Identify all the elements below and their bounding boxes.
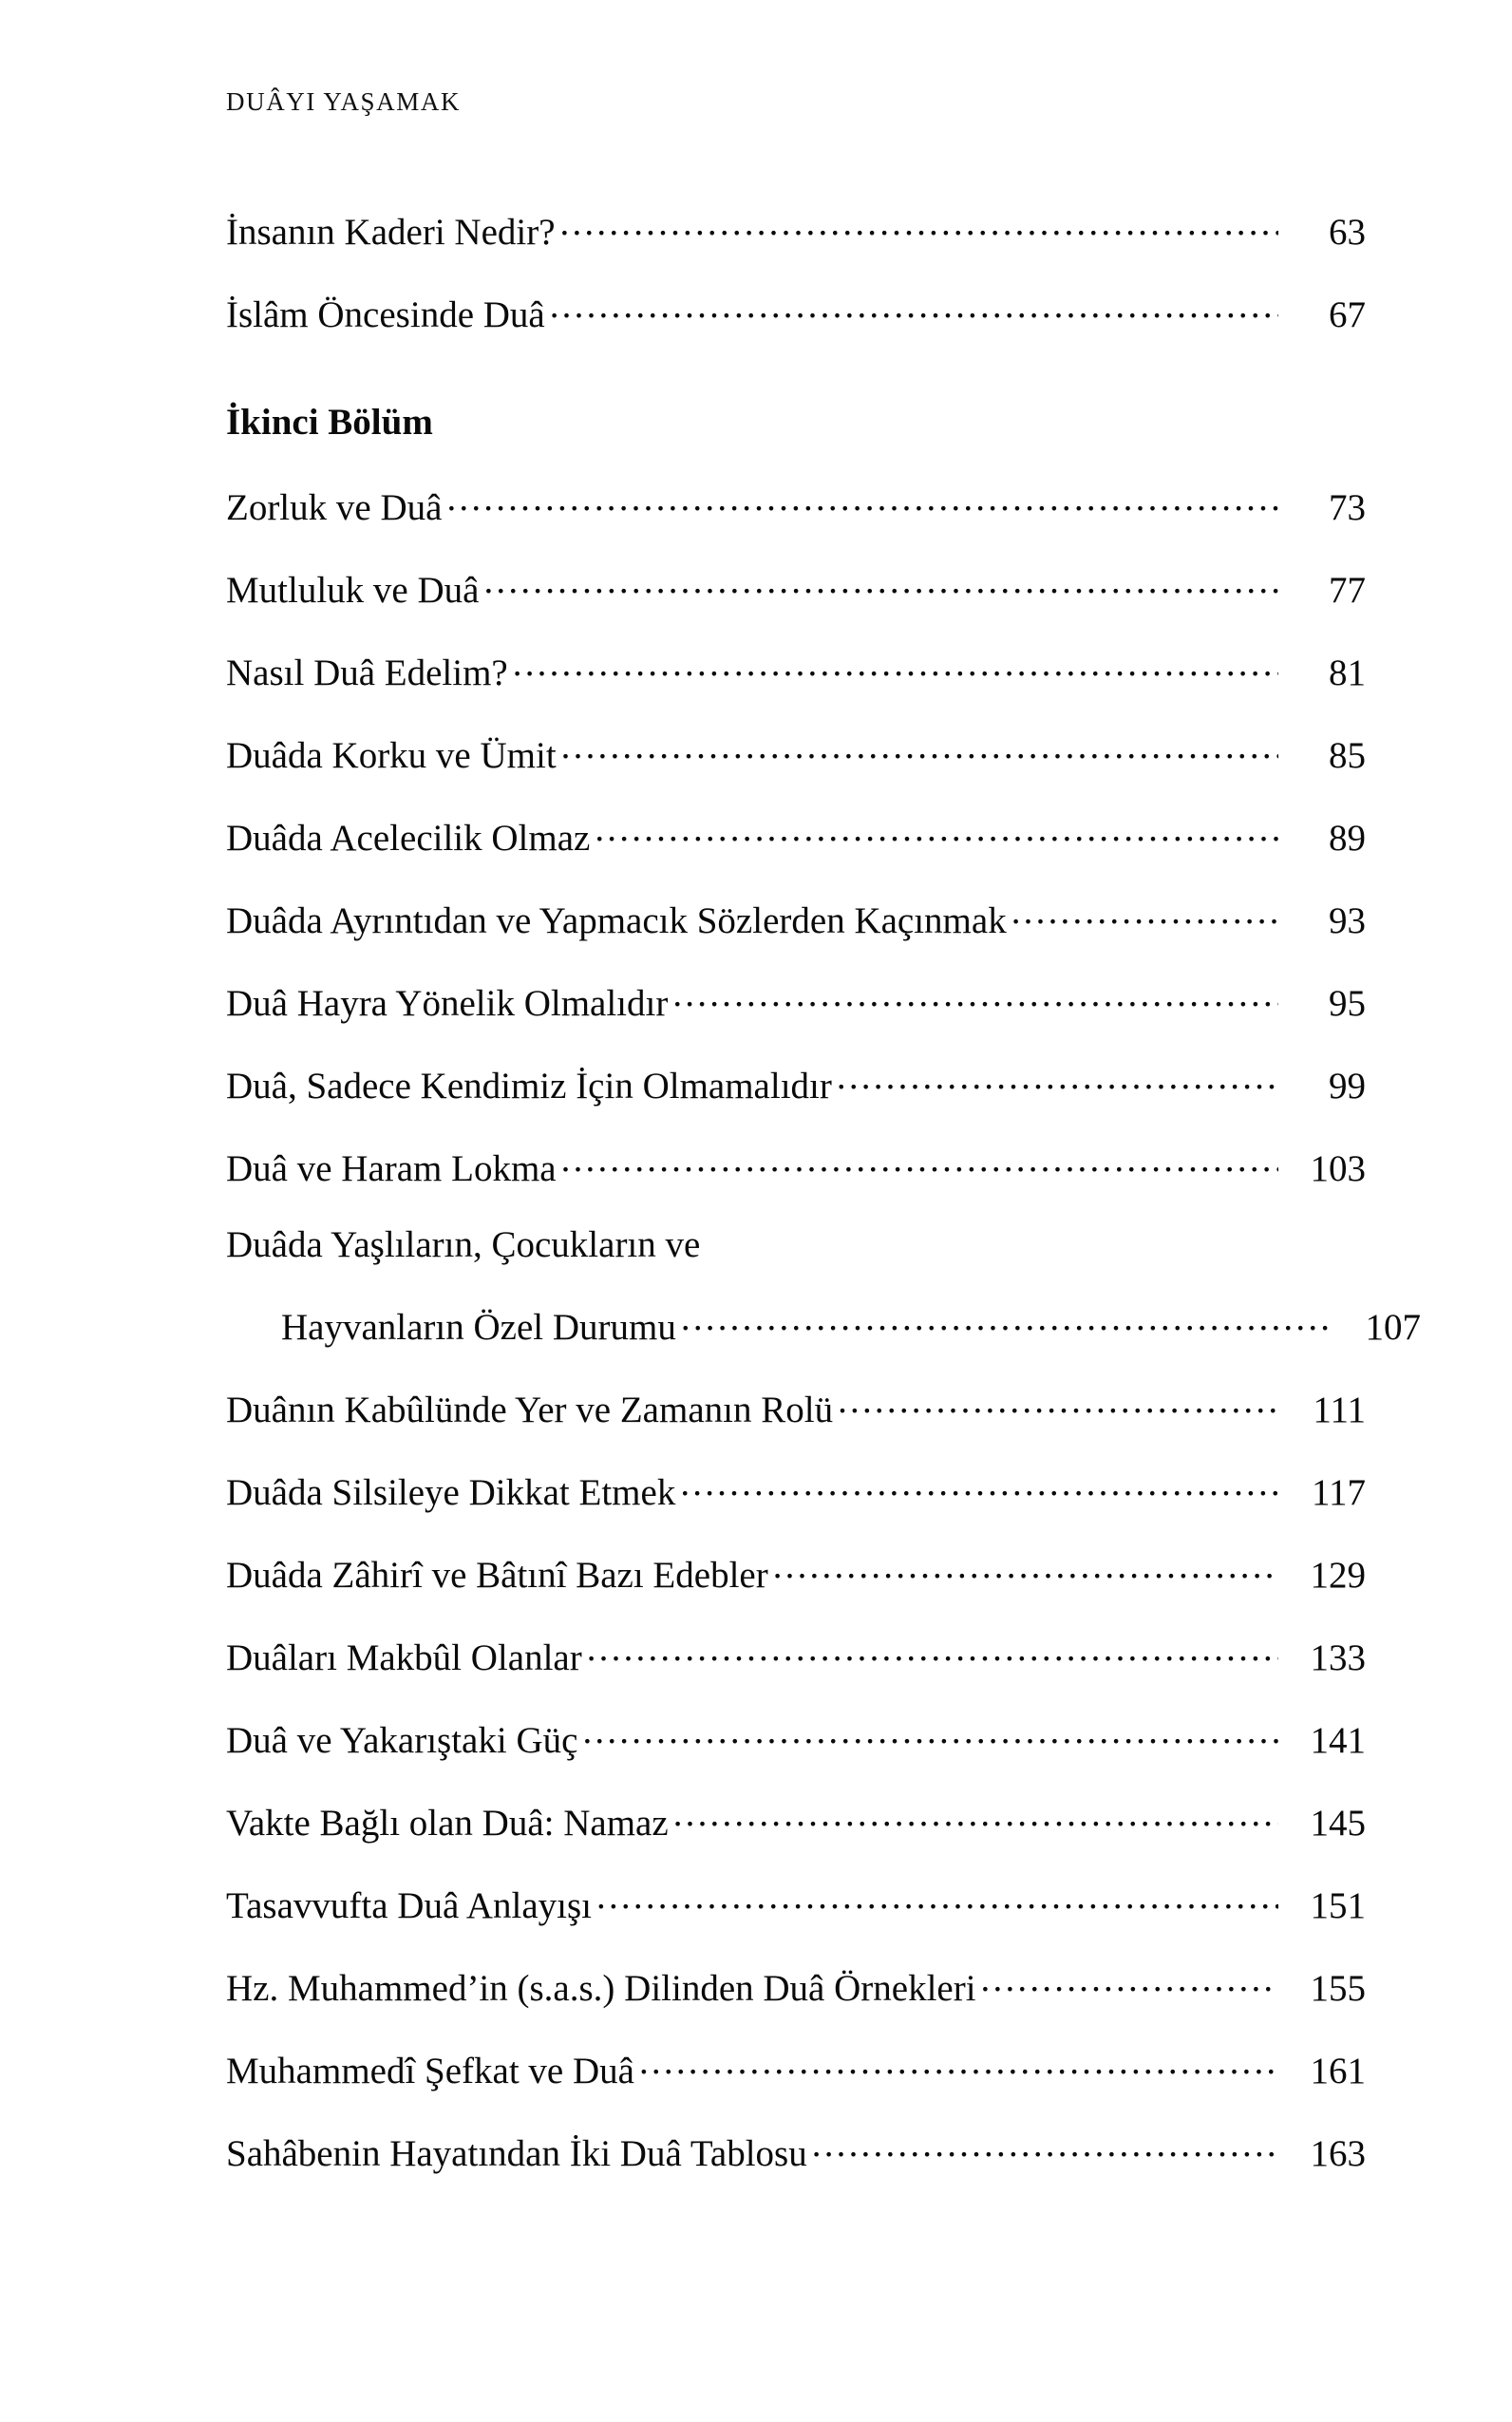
toc-entry-page-number: 111	[1313, 1390, 1366, 1430]
toc-dot-leader	[561, 730, 1278, 767]
table-of-contents	[226, 207, 1421, 2211]
toc-entry-title-line: Duâda Yaşlıların, Çocukların ve	[226, 1224, 701, 1265]
toc-dot-leader	[513, 648, 1278, 685]
toc-dot-leader	[981, 1963, 1278, 2000]
toc-entry-page-number: 161	[1310, 2051, 1366, 2091]
toc-entry[interactable]	[226, 2129, 1366, 2172]
toc-entry-title: Duâda Zâhirî ve Bâtınî Bazı Edebler	[226, 1555, 768, 1596]
toc-entry-page-number: 73	[1329, 487, 1366, 528]
toc-entry[interactable]	[226, 565, 1366, 609]
toc-entry-page-number: 163	[1310, 2133, 1366, 2174]
toc-entry[interactable]	[226, 1550, 1366, 1594]
toc-entry-title: Duânın Kabûlünde Yer ve Zamanın Rolü	[226, 1390, 834, 1430]
toc-dot-leader	[587, 1633, 1278, 1670]
toc-entry[interactable]	[226, 2046, 1366, 2090]
toc-entry[interactable]	[226, 290, 1366, 333]
toc-entry[interactable]	[226, 207, 1366, 251]
toc-entry[interactable]	[226, 1144, 1366, 1187]
toc-dot-leader	[639, 2046, 1278, 2083]
toc-entry-page-number: 99	[1329, 1066, 1366, 1107]
toc-dot-leader	[596, 1881, 1278, 1918]
toc-entry-page-number: 129	[1310, 1555, 1366, 1596]
toc-entry-page-number: 107	[1365, 1307, 1421, 1348]
toc-dot-leader	[1011, 896, 1278, 933]
toc-entry-title: Vakte Bağlı olan Duâ: Namaz	[226, 1803, 669, 1844]
toc-entry-title: Zorluk ve Duâ	[226, 487, 443, 528]
toc-dot-leader	[672, 978, 1278, 1015]
toc-entry[interactable]	[226, 1061, 1366, 1105]
toc-entry-title: Duâları Makbûl Olanlar	[226, 1637, 582, 1678]
toc-entry-page-number: 145	[1310, 1803, 1366, 1844]
toc-dot-leader	[773, 1550, 1278, 1587]
toc-dot-leader	[483, 565, 1278, 602]
toc-entry[interactable]	[226, 1798, 1366, 1842]
toc-entry-title: Tasavvufta Duâ Anlayışı	[226, 1885, 593, 1926]
toc-dot-leader	[582, 1715, 1278, 1752]
toc-dot-leader	[446, 483, 1278, 520]
toc-entry[interactable]	[226, 648, 1366, 691]
toc-entry[interactable]	[226, 730, 1366, 774]
toc-entry-title: İnsanın Kaderi Nedir?	[226, 212, 556, 253]
toc-entry-title: Duâ Hayra Yönelik Olmalıdır	[226, 983, 669, 1024]
toc-entry-page-number: 85	[1329, 735, 1366, 776]
toc-entry-title: Muhammedî Şefkat ve Duâ	[226, 2051, 634, 2091]
toc-entry-title: Mutluluk ve Duâ	[226, 570, 480, 611]
toc-entry-title: Duâda Silsileye Dikkat Etmek	[226, 1472, 676, 1513]
toc-entry[interactable]	[226, 1633, 1366, 1676]
toc-entry-page-number: 63	[1329, 212, 1366, 253]
toc-entry-page-number: 141	[1310, 1720, 1366, 1761]
toc-entry[interactable]	[226, 1467, 1366, 1511]
toc-entry[interactable]	[226, 483, 1366, 526]
toc-dot-leader	[550, 290, 1278, 327]
toc-entry-page-number: 67	[1329, 294, 1366, 335]
toc-entry-title: Duâ ve Yakarıştaki Güç	[226, 1720, 578, 1761]
toc-dot-leader	[837, 1061, 1278, 1098]
toc-dot-leader	[680, 1467, 1278, 1504]
toc-dot-leader	[595, 813, 1278, 850]
toc-entry[interactable]	[226, 1881, 1366, 1924]
toc-dot-leader	[838, 1385, 1278, 1422]
running-header: DUÂYI YAŞAMAK	[226, 87, 462, 116]
toc-entry-title: Sahâbenin Hayatından İki Duâ Tablosu	[226, 2133, 807, 2174]
toc-entry-title: Nasıl Duâ Edelim?	[226, 653, 508, 693]
toc-entry-page-number: 95	[1329, 983, 1366, 1024]
toc-entry-title: Duâda Acelecilik Olmaz	[226, 818, 591, 859]
toc-dot-leader	[673, 1798, 1278, 1835]
toc-entry-page-number: 77	[1329, 570, 1366, 611]
toc-entry-title: İslâm Öncesinde Duâ	[226, 294, 545, 335]
toc-dot-leader	[561, 1144, 1278, 1181]
toc-entry-page-number: 81	[1329, 653, 1366, 693]
toc-entry[interactable]	[226, 1715, 1366, 1759]
toc-entry[interactable]	[226, 1963, 1366, 2007]
toc-entry-page-number: 103	[1310, 1148, 1366, 1189]
toc-entry-page-number: 93	[1329, 900, 1366, 941]
toc-entry-page-number: 133	[1310, 1637, 1366, 1678]
toc-entry-page-number: 151	[1310, 1885, 1366, 1926]
toc-entry-page-number: 155	[1310, 1968, 1366, 2009]
toc-dot-leader	[560, 207, 1278, 244]
toc-entry-title: Duâ ve Haram Lokma	[226, 1148, 557, 1189]
toc-dot-leader	[812, 2129, 1278, 2166]
toc-entry-title: Duâda Ayrıntıdan ve Yapmacık Sözlerden Kaçınmak	[226, 900, 1007, 941]
toc-entry[interactable]	[226, 896, 1366, 939]
toc-entry-page-number: 117	[1311, 1472, 1366, 1513]
toc-section-heading: İkinci Bölüm	[226, 402, 433, 443]
toc-dot-leader	[681, 1302, 1333, 1339]
toc-entry-title: Hz. Muhammed’in (s.a.s.) Dilinden Duâ Örnekleri	[226, 1968, 976, 2009]
toc-entry[interactable]	[226, 978, 1366, 1022]
toc-entry-title: Duâ, Sadece Kendimiz İçin Olmamalıdır	[226, 1066, 832, 1107]
toc-entry-page-number: 89	[1329, 818, 1366, 859]
toc-entry[interactable]	[226, 813, 1366, 857]
toc-entry[interactable]	[226, 1385, 1366, 1429]
toc-entry[interactable]	[226, 1302, 1421, 1346]
toc-entry-title: Duâda Korku ve Ümit	[226, 735, 557, 776]
toc-entry-title: Hayvanların Özel Durumu	[281, 1307, 676, 1348]
